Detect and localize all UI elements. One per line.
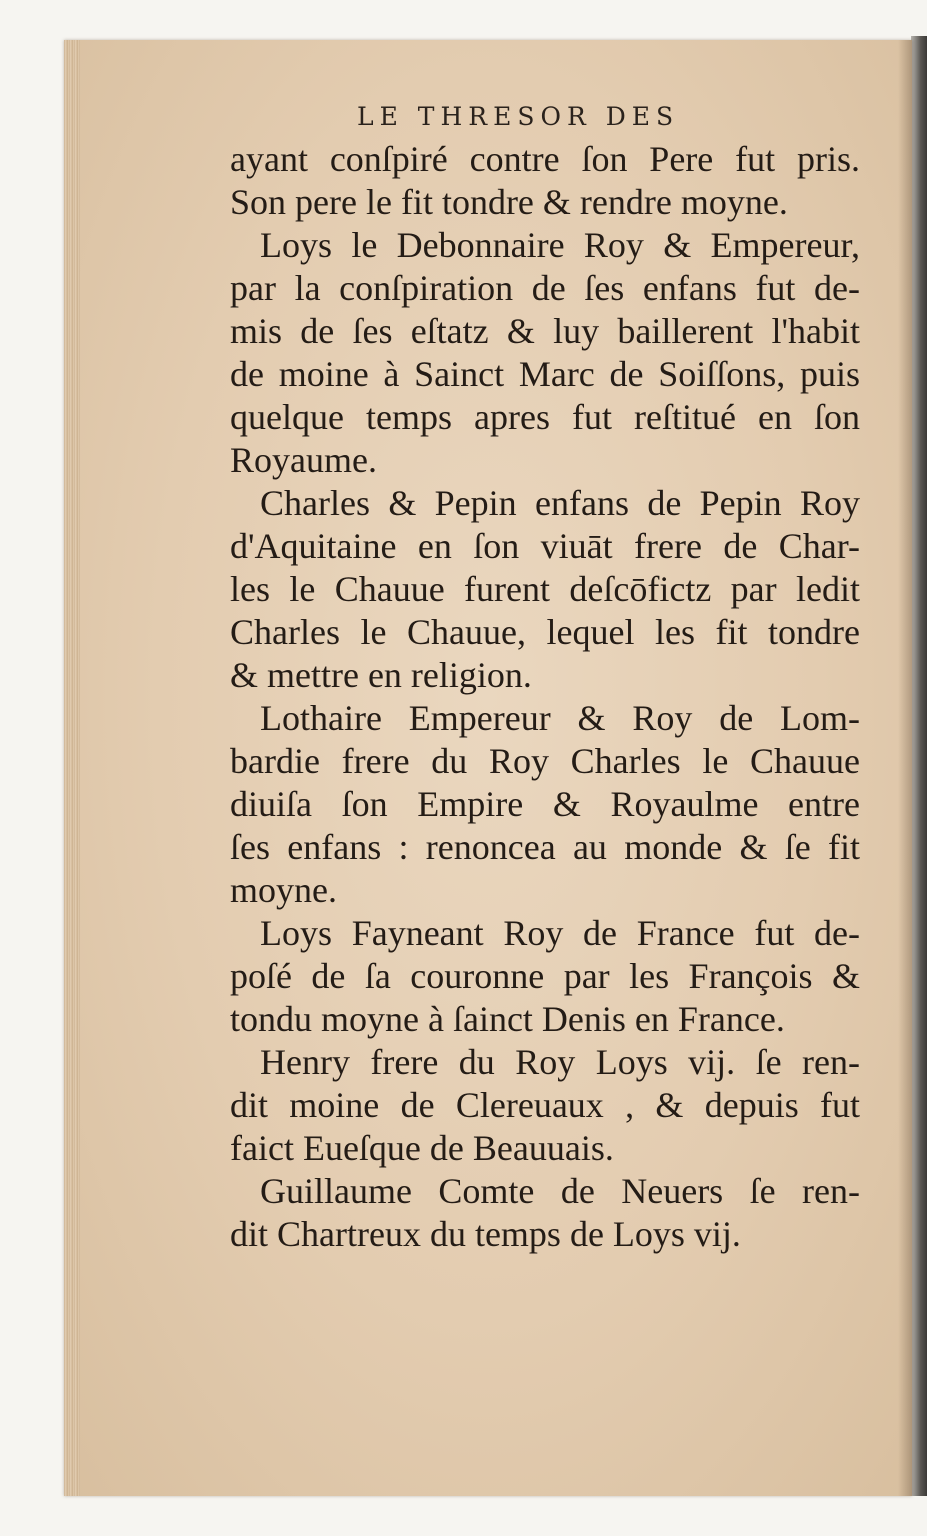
text-line: ſes enfans : renoncea au monde & ſe fit xyxy=(230,827,860,867)
text-line: Charles le Chauue, lequel les fit tondre xyxy=(230,612,860,652)
text-line: Lothaire Empereur & Roy de Lom- xyxy=(260,698,860,738)
running-head: LE THRESOR DES xyxy=(357,102,680,131)
text-line: d'Aquitaine en ſon viuāt frere de Char- xyxy=(230,526,860,566)
text-line: poſé de ſa couronne par les François & xyxy=(230,956,860,996)
body-text xyxy=(230,138,860,1256)
paragraph xyxy=(230,224,860,482)
facing-page-shadow xyxy=(911,36,927,1496)
text-line: diuiſa ſon Empire & Royaulme entre xyxy=(230,784,860,824)
paragraph xyxy=(230,697,860,912)
paragraph xyxy=(230,482,860,697)
page-gutter-shadow xyxy=(898,40,912,1496)
text-line: Loys Fayneant Roy de France fut de- xyxy=(260,913,860,953)
page-fore-edge xyxy=(64,40,80,1496)
text-line: par la conſpiration de ſes enfans fut de- xyxy=(230,268,860,308)
text-line: & mettre en religion. xyxy=(230,655,532,695)
text-line: mis de ſes eſtatz & luy baillerent l'habit xyxy=(230,311,860,351)
text-line: Henry frere du Roy Loys vij. ſe ren- xyxy=(260,1042,860,1082)
text-line: de moine à Sainct Marc de Soiſſons, puis xyxy=(230,354,860,394)
text-line: quelque temps apres fut reſtitué en ſon xyxy=(230,397,860,437)
book-page xyxy=(64,40,912,1496)
text-line: dit Chartreux du temps de Loys vij. xyxy=(230,1214,741,1254)
text-line: faict Eueſque de Beauuais. xyxy=(230,1128,614,1168)
text-line: bardie frere du Roy Charles le Chauue xyxy=(230,741,860,781)
paragraph xyxy=(230,912,860,1041)
paragraph xyxy=(230,1170,860,1256)
text-line: ayant conſpiré contre ſon Pere fut pris. xyxy=(230,139,860,179)
text-line: tondu moyne à ſainct Denis en France. xyxy=(230,999,785,1039)
text-line: Royaume. xyxy=(230,440,377,480)
text-line: moyne. xyxy=(230,870,337,910)
text-line: Charles & Pepin enfans de Pepin Roy xyxy=(260,483,860,523)
text-line: Guillaume Comte de Neuers ſe ren- xyxy=(260,1171,860,1211)
paragraph xyxy=(230,1041,860,1170)
text-line: dit moine de Clereuaux , & depuis fut xyxy=(230,1085,860,1125)
text-line: les le Chauue furent deſcōfictz par ledit xyxy=(230,569,860,609)
paragraph xyxy=(230,138,860,224)
text-line: Son pere le fit tondre & rendre moyne. xyxy=(230,182,788,222)
text-line: Loys le Debonnaire Roy & Empereur, xyxy=(260,225,860,265)
